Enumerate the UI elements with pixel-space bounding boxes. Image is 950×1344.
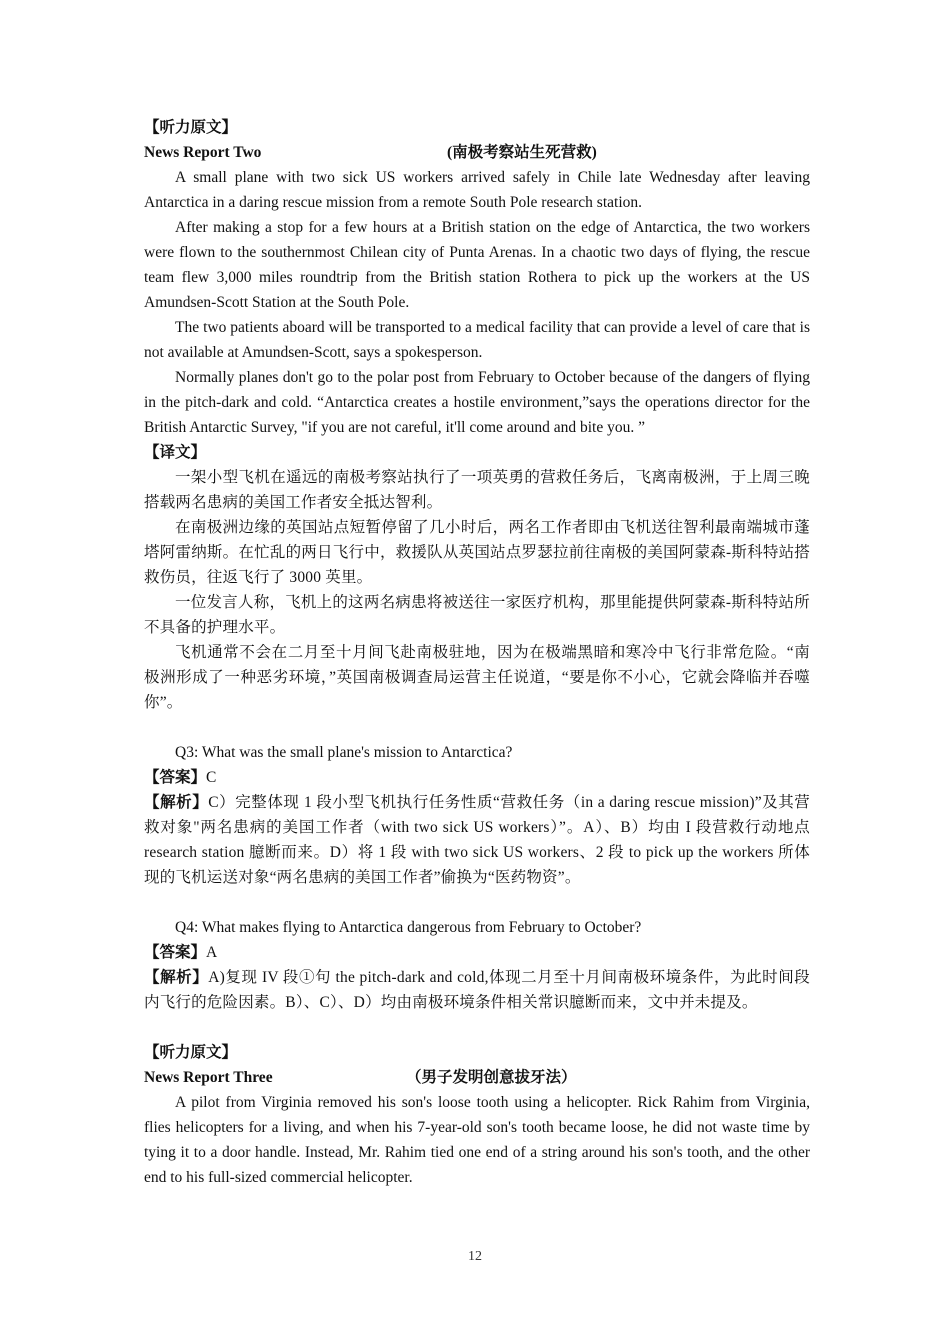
section-heading: 【听力原文】 — [144, 1044, 238, 1061]
spacer — [144, 1015, 810, 1040]
report-title-line — [144, 1065, 810, 1090]
analysis-text: C）完整体现 1 段小型飞机执行任务性质“营救任务（in a daring rescue mission)”及其营救对象"两名患病的美国工作者（with two sick US workers）”。A）、B）均由 I 段营救行动地点 research station 臆断而来。D）将 1 段 with two sick US workers、2 段 to pick up the workers 所体现的飞机运送对象“两名患病的美国工作者”偷换为“医药物资”。 — [144, 794, 810, 886]
report-topic: (南极考察站生死营救) — [447, 144, 597, 161]
translation-paragraph: 在南极洲边缘的英国站点短暂停留了几小时后，两名工作者即由飞机送往智利最南端城市蓬塔阿雷纳斯。在忙乱的两日飞行中，救援队从英国站点罗瑟拉前往南极的美国阿蒙森-斯科特站搭救伤员，往返飞行了 3000 英里。 — [144, 519, 810, 586]
analysis-label: 【解析】 — [144, 969, 209, 986]
section-heading: 【听力原文】 — [144, 119, 238, 136]
answer-line-q4 — [144, 940, 810, 965]
analysis-line-q3 — [144, 790, 810, 890]
analysis-label: 【解析】 — [144, 794, 209, 811]
report-title-line — [144, 140, 810, 165]
translation-paragraph: 一架小型飞机在遥远的南极考察站执行了一项英勇的营救任务后，飞离南极洲，于上周三晚搭载两名患病的美国工作者安全抵达智利。 — [144, 469, 810, 511]
paragraph: After making a stop for a few hours at a British station on the edge of Antarctica, the two workers were flown to the southernmost Chilean city of Punta Arenas. In a chaotic two days of flying, the rescue team flew 3,000 miles roundtrip from the British station Rothera to pick up the workers at the US Amundsen-Scott Station at the South Pole. — [144, 219, 810, 311]
report-title: News Report Two — [144, 144, 262, 161]
document-body — [144, 115, 810, 1190]
report-topic: （男子发明创意拔牙法） — [406, 1069, 577, 1086]
answer-value: C — [206, 769, 217, 786]
translation-heading: 【译文】 — [144, 444, 207, 461]
paragraph: The two patients aboard will be transported to a medical facility that can provide a level of care that is not available at Amundsen-Scott, says a spokesperson. — [144, 319, 810, 361]
translation-paragraph: 飞机通常不会在二月至十月间飞赴南极驻地，因为在极端黑暗和寒冷中飞行非常危险。“南极洲形成了一种恶劣环境，”英国南极调查局运营主任说道，“要是你不小心，它就会降临并吞噬你”。 — [144, 644, 810, 711]
spacer — [144, 715, 810, 740]
paragraph: A pilot from Virginia removed his son's loose tooth using a helicopter. Rick Rahim from Virginia, flies helicopters for a living, and when his 7-year-old son's tooth became loose, he did not waste time by tying it to a door handle. Instead, Mr. Rahim tied one end of a string around his son's tooth, and the other end to his full-sized commercial helicopter. — [144, 1094, 810, 1186]
page-number: 12 — [468, 1249, 482, 1264]
answer-label: 【答案】 — [144, 769, 207, 786]
paragraph: Normally planes don't go to the polar post from February to October because of the dangers of flying in the pitch-dark and cold. “Antarctica creates a hostile environment,”says the operations director for the British Antarctic Survey, "if you are not careful, it'll come around and bite you. ” — [144, 369, 810, 436]
answer-value: A — [206, 944, 218, 961]
report-title: News Report Three — [144, 1069, 273, 1086]
answer-line-q3 — [144, 765, 810, 790]
answer-label: 【答案】 — [144, 944, 207, 961]
spacer — [144, 890, 810, 915]
paragraph: A small plane with two sick US workers arrived safely in Chile late Wednesday after leaving Antarctica in a daring rescue mission from a remote South Pole research station. — [144, 169, 810, 211]
question-q3: Q3: What was the small plane's mission to Antarctica? — [175, 744, 513, 761]
analysis-text: A)复现 IV 段①句 the pitch-dark and cold,体现二月至十月间南极环境条件，为此时间段内飞行的危险因素。B）、C）、D）均由南极环境条件相关常识臆断而来，文中并未提及。 — [144, 969, 810, 1011]
translation-paragraph: 一位发言人称，飞机上的这两名病患将被送往一家医疗机构，那里能提供阿蒙森-斯科特站所不具备的护理水平。 — [144, 594, 810, 636]
question-q4: Q4: What makes flying to Antarctica dangerous from February to October? — [175, 919, 642, 936]
analysis-line-q4 — [144, 965, 810, 1015]
